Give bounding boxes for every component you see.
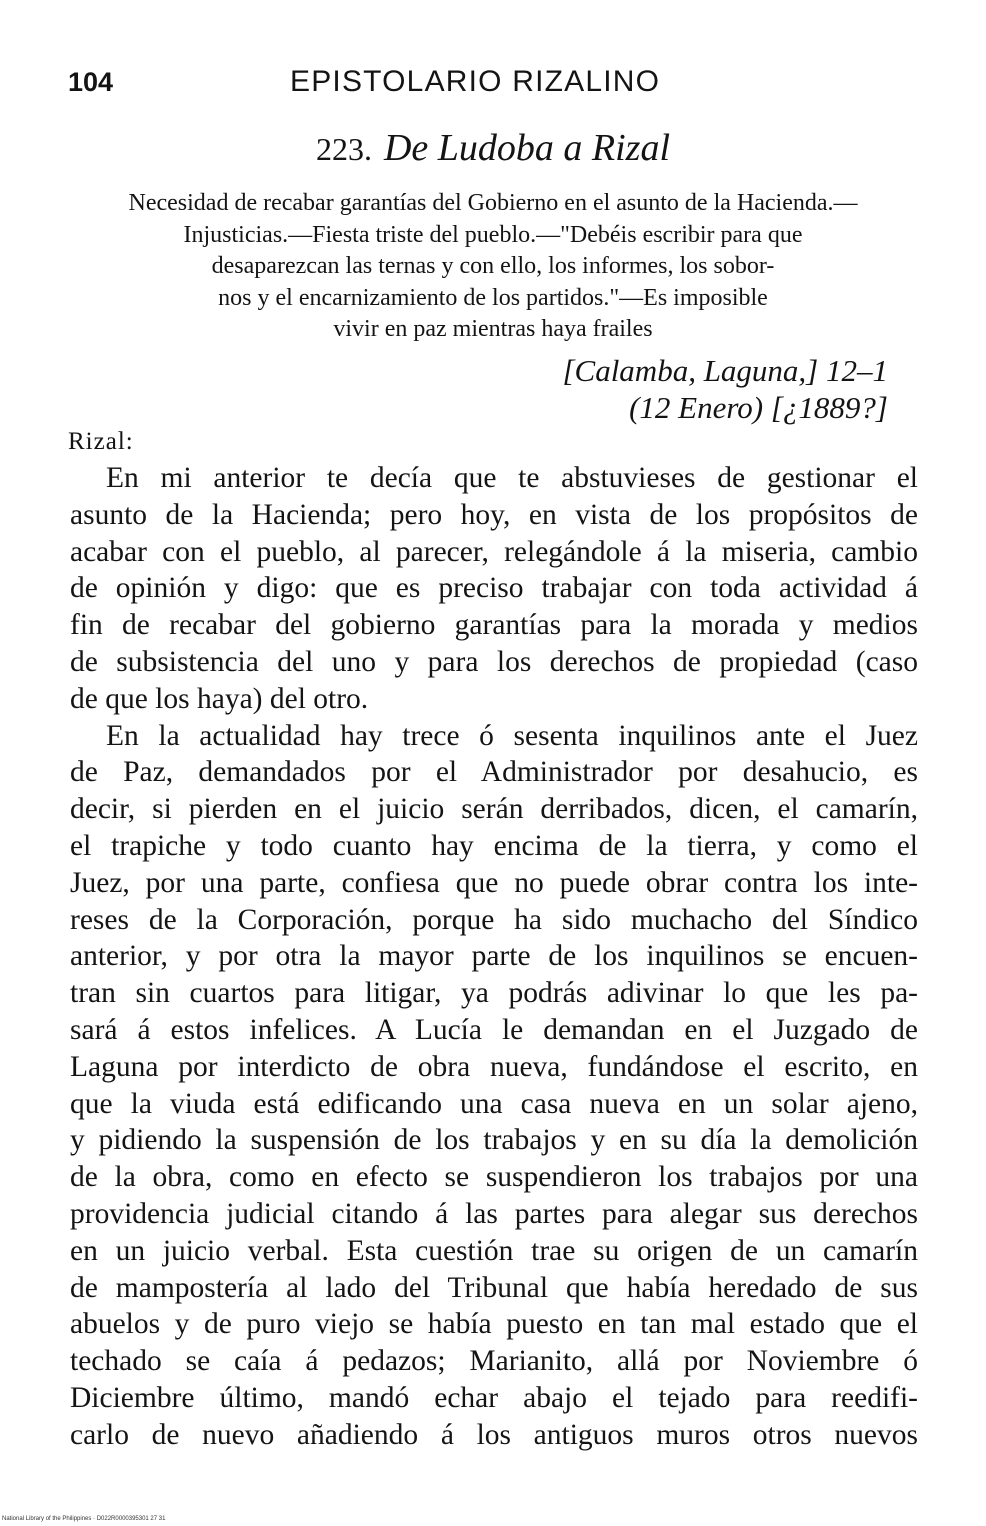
summary-line: Injusticias.—Fiesta triste del pueblo.—"Debéis escribir para que <box>183 221 803 248</box>
body-line: de Paz, demandados por el Administrador por desahucio, es <box>70 756 918 789</box>
body-line: reses de la Corporación, porque ha sido muchacho del Síndico <box>70 903 918 936</box>
body-line: Juez, por una parte, confiesa que no puede obrar contra los inte- <box>70 866 918 899</box>
body-line: Diciembre último, mandó echar abajo el tejado para reedifi- <box>70 1381 918 1414</box>
body-line: que la viuda está edificando una casa nueva en un solar ajeno, <box>70 1087 918 1120</box>
letter-heading <box>0 124 986 173</box>
body-line: Laguna por interdicto de obra nueva, fundándose el escrito, en <box>70 1050 918 1083</box>
dateline-notes <box>562 389 888 426</box>
body-line: el trapiche y todo cuanto hay encima de la tierra, y como el <box>70 829 918 862</box>
summary-line: Necesidad de recabar garantías del Gobierno en el asunto de la Hacienda.— <box>128 190 858 216</box>
body-line: acabar con el pueblo, al parecer, relegándole á la miseria, cambio <box>70 535 918 568</box>
letter-summary <box>68 188 918 346</box>
body-line: en un juicio verbal. Esta cuestión trae su origen de un camarín <box>70 1234 918 1267</box>
body-line: tran sin cuartos para litigar, ya podrás adivinar lo que les pa- <box>70 977 918 1010</box>
dateline-place-date <box>562 352 888 389</box>
body-line: decir, si pierden en el juicio serán derribados, dicen, el camarín, <box>70 793 918 826</box>
body-line: providencia judicial citando á las partes para alegar sus derechos <box>70 1197 918 1230</box>
salutation: Rizal: <box>68 428 134 455</box>
body-line: de subsistencia del uno y para los derechos de propiedad (caso <box>70 645 918 678</box>
letter-number: 223. <box>315 131 372 167</box>
dateline-place: [Calamba, Laguna,] <box>562 353 819 388</box>
body-line: fin de recabar del gobierno garantías para la morada y medios <box>70 609 918 642</box>
dateline-month: (12 Enero) <box>629 390 764 425</box>
body-line: anterior, y por otra la mayor parte de los inquilinos se encuen- <box>70 940 918 973</box>
body-line: En la actualidad hay trece ó sesenta inquilinos ante el Juez <box>106 719 918 752</box>
body-line: techado se caía á pedazos; Marianito, allá por Noviembre ó <box>70 1345 918 1378</box>
dateline-year: [¿1889?] <box>770 390 888 425</box>
summary-line: desaparezcan las ternas y con ello, los informes, los sobor- <box>211 253 775 279</box>
running-head <box>68 62 918 102</box>
body-line: asunto de la Hacienda; pero hoy, en vista de los propósitos de <box>70 498 918 531</box>
running-title: EPISTOLARIO RIZALINO <box>290 65 661 98</box>
dateline-date: 12–1 <box>826 353 888 388</box>
body-line: y pidiendo la suspensión de los trabajos y en su día la demolición <box>70 1124 918 1157</box>
body-line: sará á estos infelices. A Lucía le demandan en el Juzgado de <box>70 1013 918 1046</box>
summary-line: vivir en paz mientras haya frailes <box>333 316 653 342</box>
body-line: de opinión y digo: que es preciso trabajar con toda actividad á <box>70 572 918 605</box>
letter-body <box>70 460 918 1454</box>
dateline <box>562 352 888 426</box>
body-line: carlo de nuevo añadiendo á los antiguos muros otros nuevos <box>70 1418 918 1451</box>
body-line: de que los haya) del otro. <box>70 682 369 715</box>
footer-credit: National Library of the Philippines · D022R0000395301 27 31 <box>2 1516 166 1522</box>
page-number: 104 <box>68 67 114 97</box>
body-line: de la obra, como en efecto se suspendieron los trabajos por una <box>70 1161 918 1194</box>
body-line: de mampostería al lado del Tribunal que había heredado de sus <box>70 1271 918 1304</box>
body-line: En mi anterior te decía que te abstuvieses de gestionar el <box>106 462 918 494</box>
summary-line: nos y el encarnizamiento de los partidos."—Es imposible <box>218 284 768 311</box>
letter-title: De Ludoba a Rizal <box>383 127 671 169</box>
body-line: abuelos y de puro viejo se había puesto en tan mal estado que el <box>70 1308 918 1341</box>
